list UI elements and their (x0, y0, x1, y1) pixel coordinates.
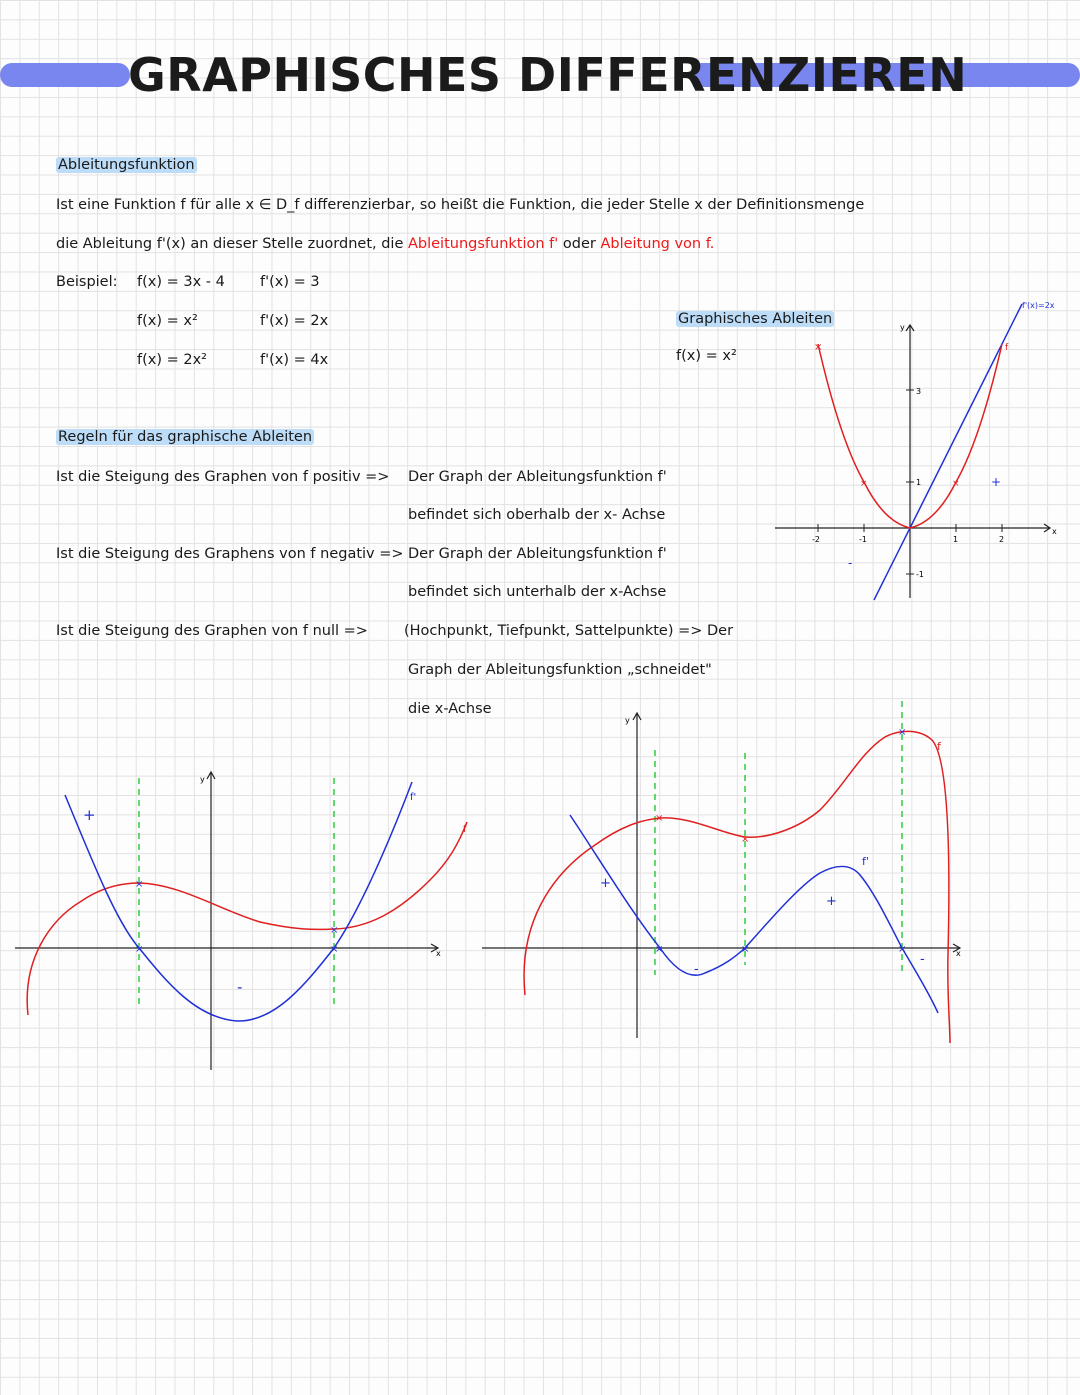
tick-label-m2: -2 (812, 535, 820, 544)
minus-sign: - (237, 978, 243, 996)
section-heading-ableitungsfunktion: Ableitungsfunktion (58, 157, 195, 173)
marker-x-min: × (330, 925, 339, 936)
example-f-3: f(x) = 2x² (137, 352, 207, 368)
example-fp-2: f'(x) = 2x (260, 313, 329, 329)
graph-left (0, 760, 480, 1080)
minus-sign-2: - (920, 952, 925, 967)
marker-x-root-1: × (135, 944, 144, 955)
plus-sign: + (83, 806, 96, 824)
rule-2-condition: Ist die Steigung des Graphens von f negativ => (56, 546, 404, 562)
definition-line-2: die Ableitung f'(x) an dieser Stelle zuordnet, die Ableitungsfunktion f' oder Ableitung von f. (56, 236, 715, 252)
rule-3-result-2: Graph der Ableitungsfunktion „schneidet" (408, 662, 712, 678)
page-title: GRAPHISCHES DIFFERENZIEREN (128, 48, 968, 102)
example-label: Beispiel: (56, 274, 118, 290)
minus-sign-1: - (694, 962, 699, 977)
f-label: f (937, 740, 941, 753)
marker-x-1: × (814, 342, 823, 353)
marker-x-root-1: × (655, 944, 664, 955)
plus-sign-1: + (600, 876, 611, 891)
marker-x-1: × (655, 813, 664, 824)
f-label: f (1005, 343, 1009, 353)
x-axis-label: x (1052, 527, 1057, 536)
f-label: f (463, 824, 467, 835)
definition-line-1: Ist eine Funktion f für alle x ∈ D_f differenzierbar, so heißt die Funktion, die jeder Stelle x der Definitionsmenge (56, 197, 865, 213)
title-bar-left (0, 63, 130, 87)
plus-sign: + (991, 475, 1002, 489)
marker-x-root-2: × (330, 944, 339, 955)
y-axis-label: y (200, 775, 205, 784)
section-heading-graphisches-ableiten: Graphisches Ableiten (678, 311, 833, 327)
f-curve (27, 822, 467, 1015)
graph-right (480, 695, 980, 1055)
marker-x-2: × (741, 834, 750, 845)
y-axis-label: y (900, 323, 905, 332)
marker-x-root-2: × (741, 944, 750, 955)
marker-x-3: × (898, 727, 907, 738)
tick-label-y3: 3 (916, 387, 922, 396)
example-fp-3: f'(x) = 4x (260, 352, 329, 368)
y-axis-label: y (625, 716, 630, 725)
rule-3-condition: Ist die Steigung des Graphen von f null => (56, 623, 368, 639)
marker-x-max: × (135, 879, 144, 890)
fprime-label: f' (862, 855, 869, 868)
x-axis-label: x (436, 949, 441, 958)
tick-label-y1: 1 (916, 478, 922, 487)
example-f-2: f(x) = x² (137, 313, 198, 329)
rule-3-result-1: (Hochpunkt, Tiefpunkt, Sattelpunkte) => Der (404, 623, 734, 639)
graph-x-squared (760, 290, 1080, 610)
fprime-curve (570, 815, 938, 1013)
rule-1-result-1: Der Graph der Ableitungsfunktion f' (408, 469, 667, 485)
tick-label-ym1: -1 (916, 570, 924, 579)
f-curve (524, 731, 950, 1043)
rule-3-result-3: die x-Achse (408, 701, 492, 717)
example-fp-1: f'(x) = 3 (260, 274, 320, 290)
minus-sign: - (848, 556, 853, 570)
x-axis-label: x (956, 949, 961, 958)
marker-x-3: × (952, 479, 960, 489)
marker-x-2: × (860, 479, 868, 489)
marker-x-root-3: × (898, 944, 907, 955)
section-heading-regeln: Regeln für das graphische Ableiten (58, 429, 313, 445)
rule-2-result-1: Der Graph der Ableitungsfunktion f' (408, 546, 667, 562)
rule-2-result-2: befindet sich unterhalb der x-Achse (408, 584, 667, 600)
graph-function-label: f(x) = x² (676, 348, 737, 364)
fprime-line (874, 304, 1022, 600)
example-f-1: f(x) = 3x - 4 (137, 274, 225, 290)
fprime-label: f'(x)=2x (1022, 301, 1055, 310)
tick-label-2: 2 (999, 535, 1005, 544)
rule-1-condition: Ist die Steigung des Graphen von f positiv => (56, 469, 390, 485)
plus-sign-2: + (826, 894, 837, 909)
tick-label-m1: -1 (859, 535, 867, 544)
tick-label-1: 1 (953, 535, 959, 544)
fprime-label: f' (410, 792, 417, 803)
rule-1-result-2: befindet sich oberhalb der x- Achse (408, 507, 666, 523)
